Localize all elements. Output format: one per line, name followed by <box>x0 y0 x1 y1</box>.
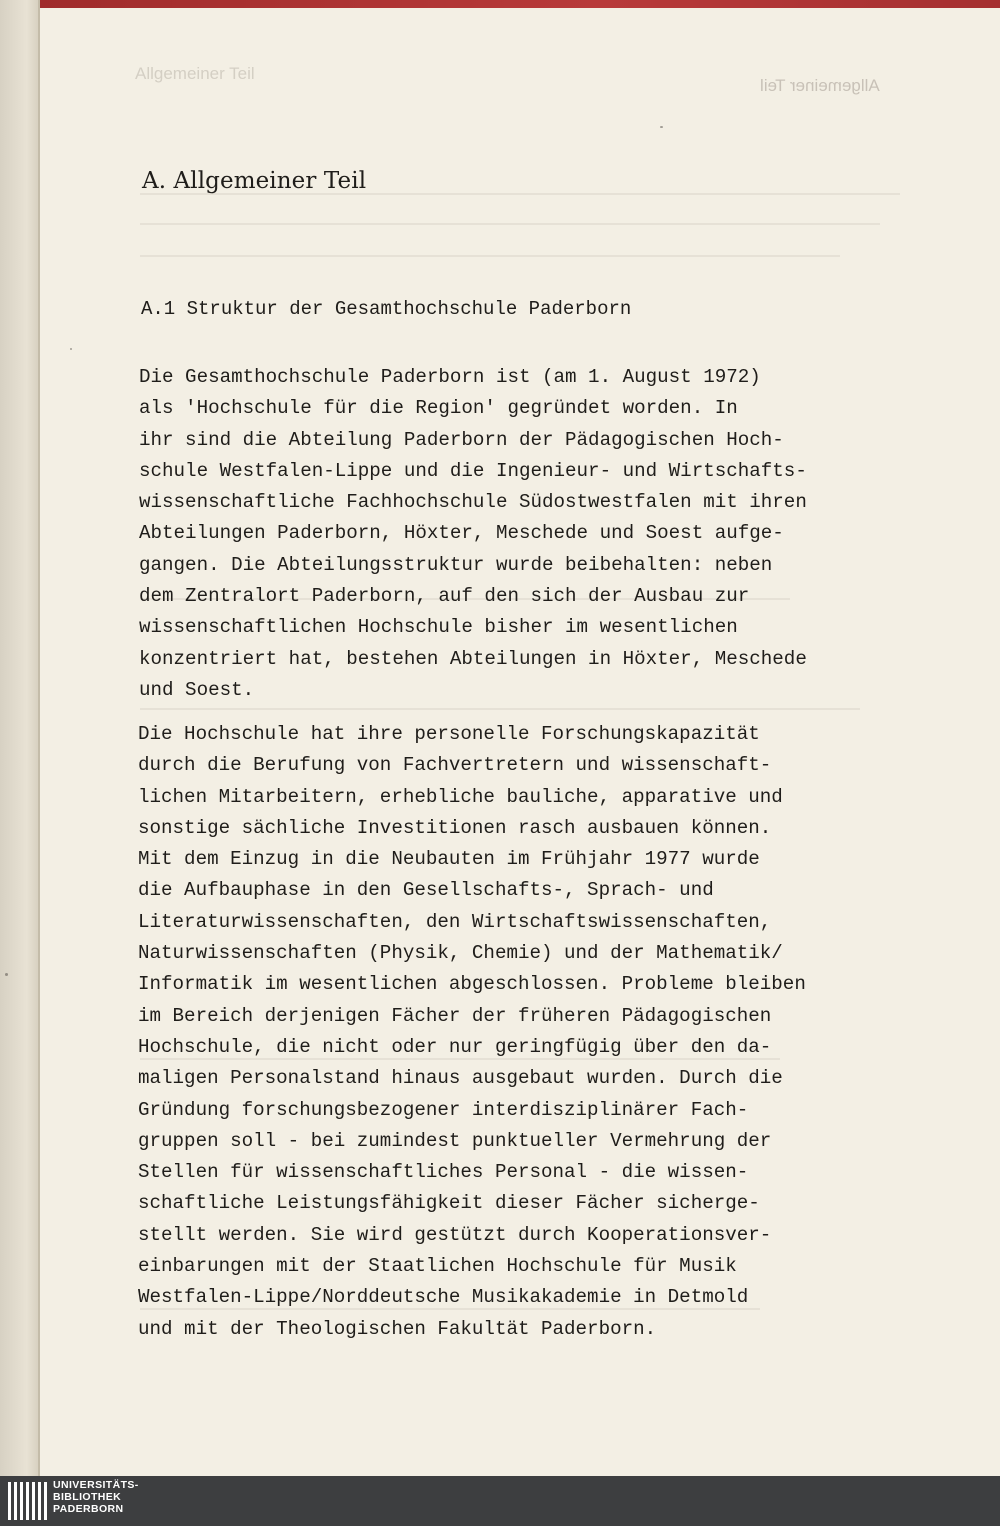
text-line: Die Hochschule hat ihre personelle Forschungskapazität <box>138 723 760 745</box>
book-cover-edge <box>0 0 1000 8</box>
ghost-line <box>140 255 840 257</box>
text-line: gruppen soll - bei zumindest punktueller Vermehrung der <box>138 1129 772 1152</box>
text-line: sonstige sächliche Investitionen rasch ausbauen können. <box>138 816 772 839</box>
text-line: schaftliche Leistungsfähigkeit dieser Fächer sicherge- <box>138 1192 760 1215</box>
ghost-header: Allgemeiner Teil <box>135 64 255 83</box>
library-name-line: BIBLIOTHEK <box>53 1491 122 1503</box>
paper-speck <box>5 973 8 976</box>
library-name <box>53 1479 139 1515</box>
text-line: Hochschule, die nicht oder nur geringfügig über den da- <box>138 1035 772 1058</box>
text-line: die Aufbauphase in den Gesellschafts-, Sprach- und <box>138 879 714 902</box>
text-line: durch die Berufung von Fachvertretern und wissenschaft- <box>138 754 772 777</box>
text-line: im Bereich derjenigen Fächer der früheren Pädagogischen <box>138 1004 772 1027</box>
subsection-heading: A.1 Struktur der Gesamthochschule Paderborn <box>141 298 632 320</box>
library-name-line: UNIVERSITÄTS- <box>53 1479 139 1491</box>
text-line: stellt werden. Sie wird gestützt durch Kooperationsver- <box>138 1223 772 1246</box>
ghost-header-mirrored: Allgemeiner Teil <box>760 76 880 95</box>
text-line: dem Zentralort Paderborn, auf den sich der Ausbau zur <box>139 585 750 608</box>
text-line: als 'Hochschule für die Region' gegründet worden. In <box>139 397 738 420</box>
document-page <box>40 8 1000 1476</box>
text-line: einbarungen mit der Staatlichen Hochschule für Musik <box>138 1255 737 1278</box>
paragraph <box>138 719 806 1345</box>
footer-bar <box>0 1476 1000 1526</box>
text-line: Naturwissenschaften (Physik, Chemie) und der Mathematik/ <box>138 942 783 965</box>
section-heading: A. Allgemeiner Teil <box>142 168 367 194</box>
text-line: und Soest. <box>139 678 255 701</box>
text-line: Abteilungen Paderborn, Höxter, Meschede und Soest aufge- <box>139 522 784 545</box>
text-line: lichen Mitarbeitern, erhebliche bauliche, apparative und <box>138 785 783 808</box>
text-line: und mit der Theologischen Fakultät Paderborn. <box>138 1317 657 1340</box>
binding-margin <box>0 0 40 1476</box>
text-line: Stellen für wissenschaftliches Personal - die wissen- <box>138 1161 749 1184</box>
ghost-line <box>140 223 880 225</box>
ghost-line <box>140 708 860 710</box>
text-line: maligen Personalstand hinaus ausgebaut wurden. Durch die <box>138 1067 783 1090</box>
text-line: wissenschaftliche Fachhochschule Südostwestfalen mit ihren <box>139 491 807 514</box>
text-line: Literaturwissenschaften, den Wirtschaftswissenschaften, <box>138 910 772 933</box>
paper-speck <box>70 348 72 350</box>
text-line: ihr sind die Abteilung Paderborn der Pädagogischen Hoch- <box>139 428 784 451</box>
paragraph <box>139 362 807 706</box>
library-name-line: PADERBORN <box>53 1503 124 1515</box>
text-line: Informatik im wesentlichen abgeschlossen. Probleme bleiben <box>138 973 806 996</box>
ub-paderborn-logo-icon <box>6 1478 52 1524</box>
text-line: wissenschaftlichen Hochschule bisher im wesentlichen <box>139 616 738 639</box>
text-line: Westfalen-Lippe/Norddeutsche Musikakademie in Detmold <box>138 1286 749 1309</box>
text-line: Mit dem Einzug in die Neubauten im Frühjahr 1977 wurde <box>138 848 760 871</box>
text-line: konzentriert hat, bestehen Abteilungen in Höxter, Meschede <box>139 647 807 670</box>
text-line: Die Gesamthochschule Paderborn ist (am 1. August 1972) <box>139 366 761 388</box>
text-line: gangen. Die Abteilungsstruktur wurde beibehalten: neben <box>139 553 773 576</box>
paper-speck <box>660 126 663 128</box>
text-line: schule Westfalen-Lippe und die Ingenieur- und Wirtschafts- <box>139 459 807 482</box>
text-line: Gründung forschungsbezogener interdisziplinärer Fach- <box>138 1098 749 1121</box>
